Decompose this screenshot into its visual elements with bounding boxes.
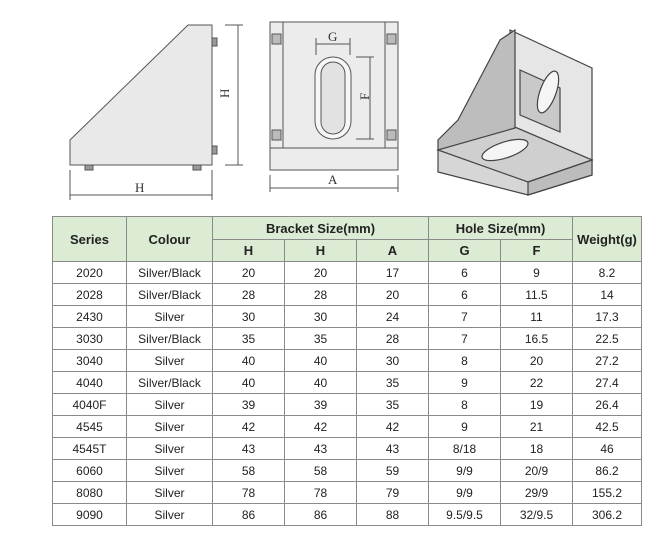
- cell-bracket-h2: 42: [285, 416, 357, 438]
- cell-hole-f: 29/9: [501, 482, 573, 504]
- table-row: [53, 284, 642, 306]
- isometric-view-drawing: [438, 30, 592, 195]
- header-hole-size: Hole Size(mm): [429, 217, 573, 240]
- cell-series: 4545T: [53, 438, 127, 460]
- cell-hole-g: 9/9: [429, 460, 501, 482]
- subheader-a: A: [357, 240, 429, 262]
- cell-weight: 26.4: [573, 394, 642, 416]
- subheader-g: G: [429, 240, 501, 262]
- cell-series: 3030: [53, 328, 127, 350]
- cell-hole-f: 18: [501, 438, 573, 460]
- table-body: [53, 262, 642, 526]
- cell-bracket-h2: 40: [285, 350, 357, 372]
- cell-weight: 27.4: [573, 372, 642, 394]
- cell-colour: Silver: [127, 350, 213, 372]
- cell-bracket-h2: 35: [285, 328, 357, 350]
- header-series: Series: [53, 217, 127, 262]
- cell-bracket-a: 28: [357, 328, 429, 350]
- cell-series: 4040: [53, 372, 127, 394]
- table-row: [53, 394, 642, 416]
- side-view-h-horizontal-label: H: [135, 180, 145, 195]
- side-view-drawing: [70, 25, 243, 200]
- cell-bracket-h1: 78: [213, 482, 285, 504]
- cell-colour: Silver/Black: [127, 284, 213, 306]
- cell-colour: Silver: [127, 306, 213, 328]
- cell-bracket-a: 30: [357, 350, 429, 372]
- cell-bracket-h2: 30: [285, 306, 357, 328]
- cell-colour: Silver/Black: [127, 262, 213, 284]
- cell-hole-f: 9: [501, 262, 573, 284]
- cell-hole-f: 20/9: [501, 460, 573, 482]
- cell-weight: 27.2: [573, 350, 642, 372]
- cell-bracket-h1: 42: [213, 416, 285, 438]
- cell-hole-g: 9/9: [429, 482, 501, 504]
- cell-colour: Silver/Black: [127, 328, 213, 350]
- cell-bracket-h2: 28: [285, 284, 357, 306]
- bracket-drawings-svg: [0, 0, 661, 210]
- table-row: [53, 438, 642, 460]
- cell-series: 9090: [53, 504, 127, 526]
- cell-hole-g: 6: [429, 262, 501, 284]
- cell-bracket-h1: 28: [213, 284, 285, 306]
- cell-bracket-a: 79: [357, 482, 429, 504]
- cell-bracket-h1: 40: [213, 372, 285, 394]
- cell-hole-g: 8: [429, 394, 501, 416]
- cell-colour: Silver: [127, 482, 213, 504]
- cell-colour: Silver/Black: [127, 372, 213, 394]
- cell-weight: 22.5: [573, 328, 642, 350]
- table-row: [53, 416, 642, 438]
- cell-bracket-h1: 35: [213, 328, 285, 350]
- cell-bracket-a: 20: [357, 284, 429, 306]
- cell-weight: 42.5: [573, 416, 642, 438]
- cell-weight: 155.2: [573, 482, 642, 504]
- front-view-g-label: G: [328, 29, 338, 44]
- table-row: [53, 372, 642, 394]
- cell-series: 8080: [53, 482, 127, 504]
- subheader-f: F: [501, 240, 573, 262]
- cell-hole-g: 6: [429, 284, 501, 306]
- cell-bracket-a: 17: [357, 262, 429, 284]
- cell-series: 3040: [53, 350, 127, 372]
- cell-colour: Silver: [127, 394, 213, 416]
- header-weight: Weight(g): [573, 217, 642, 262]
- cell-series: 2430: [53, 306, 127, 328]
- cell-hole-f: 16.5: [501, 328, 573, 350]
- cell-bracket-h1: 30: [213, 306, 285, 328]
- subheader-h1: H: [213, 240, 285, 262]
- cell-bracket-a: 88: [357, 504, 429, 526]
- cell-bracket-h1: 40: [213, 350, 285, 372]
- cell-weight: 17.3: [573, 306, 642, 328]
- cell-bracket-a: 42: [357, 416, 429, 438]
- cell-series: 2020: [53, 262, 127, 284]
- cell-series: 4040F: [53, 394, 127, 416]
- cell-bracket-a: 35: [357, 372, 429, 394]
- cell-colour: Silver: [127, 504, 213, 526]
- cell-bracket-h2: 20: [285, 262, 357, 284]
- front-view-drawing: [270, 22, 398, 192]
- cell-bracket-h1: 43: [213, 438, 285, 460]
- cell-bracket-h2: 40: [285, 372, 357, 394]
- cell-colour: Silver: [127, 416, 213, 438]
- cell-hole-g: 8/18: [429, 438, 501, 460]
- cell-hole-g: 8: [429, 350, 501, 372]
- front-view-f-label: F: [357, 92, 372, 100]
- cell-bracket-a: 43: [357, 438, 429, 460]
- cell-hole-g: 9: [429, 416, 501, 438]
- cell-bracket-h2: 58: [285, 460, 357, 482]
- cell-hole-f: 20: [501, 350, 573, 372]
- cell-colour: Silver: [127, 438, 213, 460]
- cell-bracket-h1: 39: [213, 394, 285, 416]
- cell-hole-f: 11.5: [501, 284, 573, 306]
- cell-bracket-h2: 86: [285, 504, 357, 526]
- table-row: [53, 306, 642, 328]
- cell-series: 4545: [53, 416, 127, 438]
- table-row: [53, 504, 642, 526]
- cell-bracket-h2: 43: [285, 438, 357, 460]
- front-view-a-label: A: [328, 172, 338, 187]
- table-row: [53, 262, 642, 284]
- header-bracket-size: Bracket Size(mm): [213, 217, 429, 240]
- cell-bracket-a: 24: [357, 306, 429, 328]
- cell-hole-g: 9: [429, 372, 501, 394]
- cell-weight: 14: [573, 284, 642, 306]
- cell-bracket-h2: 78: [285, 482, 357, 504]
- cell-bracket-h1: 86: [213, 504, 285, 526]
- table-row: [53, 482, 642, 504]
- cell-hole-f: 21: [501, 416, 573, 438]
- cell-series: 6060: [53, 460, 127, 482]
- subheader-h2: H: [285, 240, 357, 262]
- table-row: [53, 350, 642, 372]
- cell-weight: 8.2: [573, 262, 642, 284]
- technical-drawings: [0, 0, 661, 210]
- bracket-spec-table: [52, 216, 642, 526]
- cell-hole-g: 7: [429, 328, 501, 350]
- header-colour: Colour: [127, 217, 213, 262]
- side-view-h-vertical-label: H: [217, 88, 232, 98]
- table-row: [53, 328, 642, 350]
- table-row: [53, 460, 642, 482]
- cell-hole-f: 22: [501, 372, 573, 394]
- cell-bracket-h1: 58: [213, 460, 285, 482]
- cell-bracket-a: 59: [357, 460, 429, 482]
- cell-hole-f: 11: [501, 306, 573, 328]
- cell-weight: 306.2: [573, 504, 642, 526]
- cell-hole-f: 19: [501, 394, 573, 416]
- table-header-row: [53, 217, 642, 240]
- cell-weight: 86.2: [573, 460, 642, 482]
- cell-series: 2028: [53, 284, 127, 306]
- cell-colour: Silver: [127, 460, 213, 482]
- cell-weight: 46: [573, 438, 642, 460]
- cell-hole-g: 9.5/9.5: [429, 504, 501, 526]
- cell-bracket-h2: 39: [285, 394, 357, 416]
- cell-hole-f: 32/9.5: [501, 504, 573, 526]
- cell-bracket-h1: 20: [213, 262, 285, 284]
- cell-hole-g: 7: [429, 306, 501, 328]
- cell-bracket-a: 35: [357, 394, 429, 416]
